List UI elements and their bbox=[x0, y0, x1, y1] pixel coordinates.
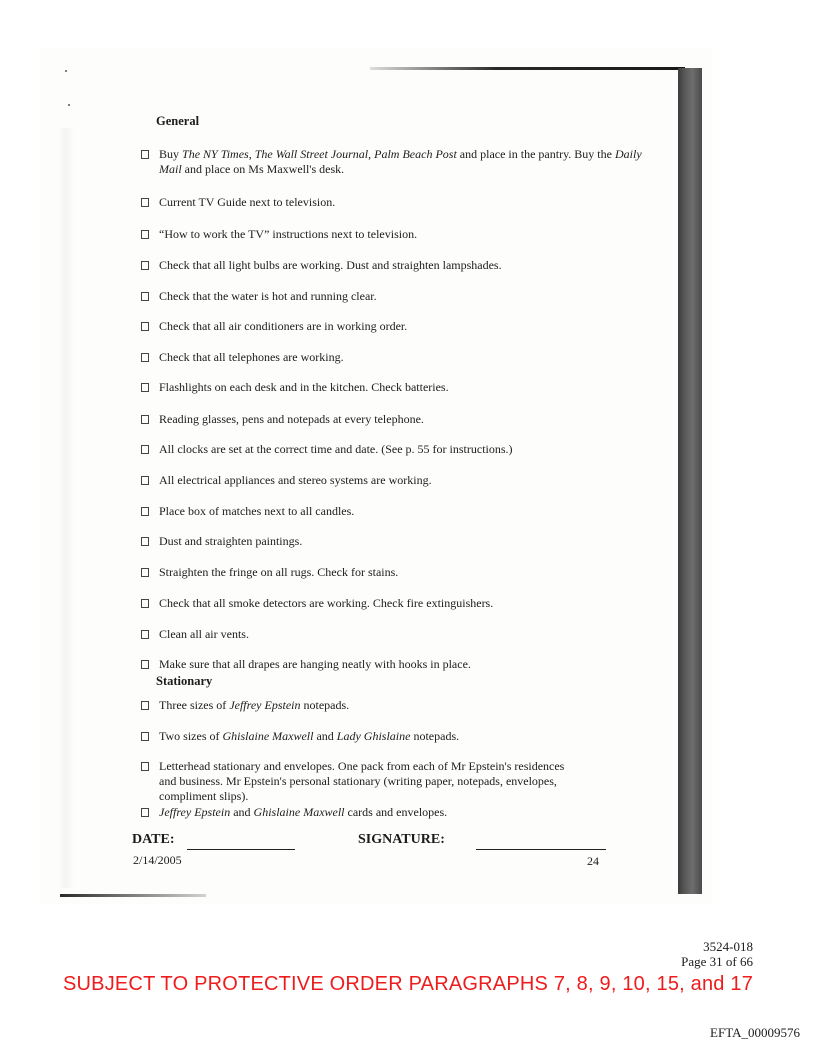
italic-title: Lady Ghislaine bbox=[336, 729, 411, 743]
checklist-item-text bbox=[159, 473, 661, 488]
checkbox-icon bbox=[141, 808, 149, 817]
checklist-item bbox=[141, 657, 661, 672]
checklist-item-text bbox=[159, 565, 661, 580]
checklist-item bbox=[141, 258, 661, 273]
checklist-item-text bbox=[159, 289, 661, 304]
checkbox-icon bbox=[141, 150, 149, 159]
text-run: Buy bbox=[159, 147, 183, 161]
text-run: Place box of matches next to all candles. bbox=[159, 504, 355, 518]
checkbox-icon bbox=[141, 198, 149, 207]
checkbox-icon bbox=[141, 762, 149, 771]
checklist-item bbox=[141, 759, 571, 804]
text-run: “How to work the TV” instructions next to television. bbox=[159, 227, 418, 241]
scan-speck bbox=[65, 70, 67, 72]
italic-title: The Wall Street Journal bbox=[254, 147, 369, 161]
checkbox-icon bbox=[141, 445, 149, 454]
text-run: Check that all telephones are working. bbox=[159, 350, 344, 364]
checkbox-icon bbox=[141, 261, 149, 270]
checklist-item bbox=[141, 565, 661, 580]
checkbox-icon bbox=[141, 322, 149, 331]
checklist-item-text bbox=[159, 350, 661, 365]
text-run: and place in the pantry. Buy the bbox=[456, 147, 615, 161]
checklist-item bbox=[141, 289, 661, 304]
signature-label: SIGNATURE: bbox=[358, 832, 445, 847]
text-run: Check that all light bulbs are working. Dust and straighten lampshades. bbox=[159, 258, 502, 272]
checklist-item-text bbox=[159, 534, 661, 549]
checkbox-icon bbox=[141, 415, 149, 424]
checklist-item-text bbox=[159, 759, 571, 804]
italic-title: Ghislaine Maxwell bbox=[222, 729, 314, 743]
text-run: Check that all air conditioners are in working order. bbox=[159, 319, 408, 333]
text-run: Three sizes of bbox=[159, 698, 230, 712]
checklist-item bbox=[141, 534, 661, 549]
section-heading-stationary: Stationary bbox=[156, 674, 213, 688]
checklist-item-text bbox=[159, 380, 661, 395]
checklist-item bbox=[141, 729, 661, 744]
checklist-item bbox=[141, 227, 661, 242]
checklist-item-text bbox=[159, 627, 661, 642]
checklist-item-text bbox=[159, 227, 661, 242]
checkbox-icon bbox=[141, 732, 149, 741]
checkbox-icon bbox=[141, 701, 149, 710]
left-scan-shadow bbox=[58, 128, 74, 888]
text-run: Dust and straighten paintings. bbox=[159, 534, 303, 548]
checklist-item-text bbox=[159, 729, 661, 744]
checkbox-icon bbox=[141, 230, 149, 239]
checklist-item-text bbox=[159, 657, 661, 672]
checklist-item bbox=[141, 380, 661, 395]
bates-number: 3524-018 bbox=[703, 939, 753, 954]
checklist-item bbox=[141, 504, 661, 519]
top-scan-rule bbox=[370, 67, 685, 70]
text-run: All clocks are set at the correct time and date. (See p. 55 for instructions.) bbox=[159, 442, 513, 456]
checkbox-icon bbox=[141, 383, 149, 392]
checkbox-icon bbox=[141, 292, 149, 301]
italic-title: Jeffrey Epstein bbox=[229, 698, 301, 712]
italic-title: The NY Times bbox=[182, 147, 249, 161]
text-run: , bbox=[248, 147, 255, 161]
text-run: notepads. bbox=[300, 698, 350, 712]
checklist-item-text bbox=[159, 412, 661, 427]
checklist-item bbox=[141, 147, 656, 177]
page-number: 24 bbox=[587, 854, 599, 868]
protective-order-notice: SUBJECT TO PROTECTIVE ORDER PARAGRAPHS 7, 8, 9, 10, 15, and 17 bbox=[62, 973, 754, 995]
checklist-item bbox=[141, 805, 661, 820]
section-heading-general: General bbox=[156, 114, 200, 128]
checklist-item-text bbox=[159, 805, 661, 820]
checkbox-icon bbox=[141, 630, 149, 639]
checkbox-icon bbox=[141, 507, 149, 516]
bates-page: Page 31 of 66 bbox=[681, 954, 753, 969]
text-run: cards and envelopes. bbox=[344, 805, 448, 819]
checklist-item bbox=[141, 442, 661, 457]
scan-speck bbox=[68, 104, 70, 106]
checklist-item bbox=[141, 319, 661, 334]
italic-title: Ghislaine Maxwell bbox=[253, 805, 345, 819]
date-line bbox=[187, 849, 295, 850]
text-run: All electrical appliances and stereo systems are working. bbox=[159, 473, 432, 487]
text-run: Current TV Guide next to television. bbox=[159, 195, 336, 209]
date-label: DATE: bbox=[132, 832, 175, 847]
text-run: Clean all air vents. bbox=[159, 627, 249, 641]
checklist-item bbox=[141, 596, 661, 611]
checklist-item bbox=[141, 698, 661, 713]
text-run: and bbox=[230, 805, 254, 819]
text-run: , bbox=[368, 147, 375, 161]
checkbox-icon bbox=[141, 537, 149, 546]
checklist-item-text bbox=[159, 195, 661, 210]
checklist-item bbox=[141, 473, 661, 488]
text-run: and bbox=[313, 729, 337, 743]
checkbox-icon bbox=[141, 476, 149, 485]
text-run: Letterhead stationary and envelopes. One pack from each of Mr Epstein's residences and business. Mr Epstein's personal stationary (writing paper, notepads, envelopes, compliment slips). bbox=[159, 759, 565, 803]
text-run: notepads. bbox=[410, 729, 460, 743]
right-scan-edge bbox=[678, 68, 702, 894]
text-run: Straighten the fringe on all rugs. Check for stains. bbox=[159, 565, 399, 579]
efta-id: EFTA_00009576 bbox=[710, 1025, 800, 1040]
text-run: Flashlights on each desk and in the kitchen. Check batteries. bbox=[159, 380, 449, 394]
italic-title: Palm Beach Post bbox=[374, 147, 457, 161]
text-run: Check that the water is hot and running clear. bbox=[159, 289, 377, 303]
bottom-scan-rule bbox=[60, 894, 206, 897]
text-run: and place on Ms Maxwell's desk. bbox=[181, 162, 345, 176]
checklist-item bbox=[141, 350, 661, 365]
italic-title: Jeffrey Epstein bbox=[159, 805, 231, 819]
text-run: Make sure that all drapes are hanging neatly with hooks in place. bbox=[159, 657, 471, 671]
text-run: Check that all smoke detectors are working. Check fire extinguishers. bbox=[159, 596, 494, 610]
checklist-item bbox=[141, 412, 661, 427]
checkbox-icon bbox=[141, 660, 149, 669]
italic-title: Daily Mail bbox=[159, 147, 642, 176]
checklist-item bbox=[141, 195, 661, 210]
checklist-item bbox=[141, 627, 661, 642]
checklist-item-text bbox=[159, 698, 661, 713]
signature-line bbox=[476, 849, 606, 850]
checklist-item-text bbox=[159, 319, 661, 334]
checkbox-icon bbox=[141, 353, 149, 362]
document-date: 2/14/2005 bbox=[133, 853, 182, 867]
checklist-item-text bbox=[159, 596, 661, 611]
text-run: Two sizes of bbox=[159, 729, 223, 743]
text-run: Reading glasses, pens and notepads at every telephone. bbox=[159, 412, 424, 426]
checklist-item-text bbox=[159, 442, 661, 457]
checkbox-icon bbox=[141, 599, 149, 608]
checklist-item-text bbox=[159, 504, 661, 519]
checklist-item-text bbox=[159, 147, 656, 177]
checklist-item-text bbox=[159, 258, 661, 273]
checkbox-icon bbox=[141, 568, 149, 577]
